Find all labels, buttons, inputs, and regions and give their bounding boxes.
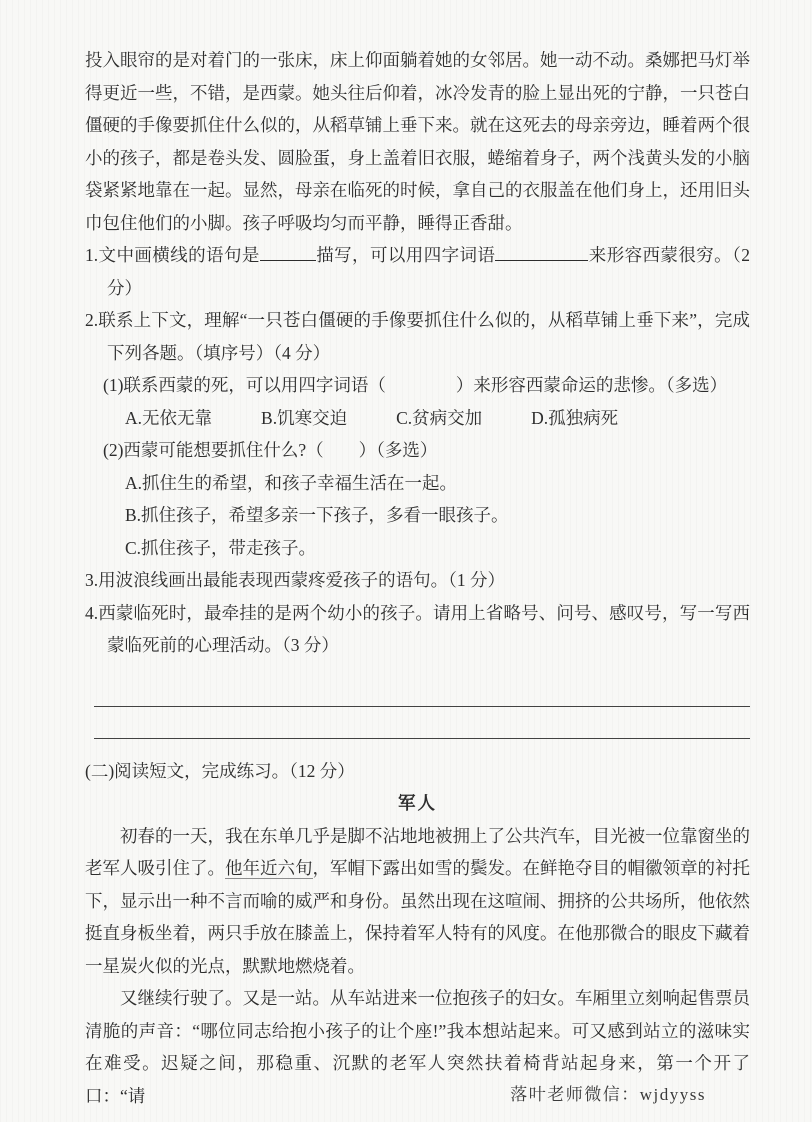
option-a: A.无依无靠 — [125, 407, 213, 428]
watermark-teacher-wechat: 落叶老师微信：wjdyyss — [510, 1085, 706, 1104]
option-c: C.贫病交加 — [396, 407, 483, 428]
question-1-text-c: 来形容西蒙很穷。（2 分） — [107, 245, 751, 298]
answer-writing-area — [94, 675, 750, 739]
underlined-phrase-age: 他年近六旬 — [225, 858, 313, 878]
question-4-number: 4. — [85, 602, 99, 623]
question-2-sub-2-number: (2) — [103, 440, 124, 460]
passage-soldier-para-1-after: ，军帽下露出如雪的鬓发。在鲜艳夺目的帽徽领章的衬托下，显示出一种不言而喻的威严和身份。虽然出现在这喧闹、拥挤的公共场所，他依然挺直身板坐着，两只手放在膝盖上，保持着军人特有的风度。在他那微合的眼皮下藏着一星炭火似的光点，默默地燃烧着。 — [85, 858, 750, 976]
option-d: D.孤独病死 — [531, 407, 619, 428]
question-4 — [85, 597, 750, 662]
answer-line-1 — [94, 675, 750, 707]
passage-poor-people: 投入眼帘的是对着门的一张床，床上仰面躺着她的女邻居。她一动不动。桑娜把马灯举得更近一些，不错，是西蒙。她头往后仰着，冰冷发青的脸上显出死的宁静，一只苍白僵硬的手像要抓住什么似的，从稻草铺上垂下来。就在这死去的母亲旁边，睡着两个很小的孩子，都是卷头发、圆脸蛋，身上盖着旧衣服，蜷缩着身子，两个浅黄头发的小脑袋紧紧地靠在一起。显然，母亲在临死的时候，拿自己的衣服盖在他们身上，还用旧头巾包住他们的小脚。孩子呼吸均匀而平静，睡得正香甜。 — [85, 50, 750, 233]
fill-in-blank-description-type — [260, 258, 316, 261]
passage-2-title: 军人 — [398, 793, 437, 813]
passage-soldier-para-2: 又继续行驶了。又是一站。从车站进来一位抱孩子的妇女。车厢里立刻响起售票员清脆的声音：“哪位同志给抱小孩子的让个座!”我本想站起来。可又感到站立的滋味实在难受。迟疑之间，那稳重、沉默的老军人突然扶着椅背站起身来，第一个开了口：“请 — [85, 988, 750, 1106]
option-b: B.抓住孩子，希望多亲一下孩子，多看一眼孩子。 — [125, 505, 509, 525]
question-1-number: 1. — [85, 245, 99, 265]
section-2-header: (二)阅读短文，完成练习。（12 分） — [85, 760, 355, 781]
question-2-sub-1-number: (1) — [103, 375, 124, 395]
question-2-sub-1 — [103, 369, 750, 402]
fill-in-blank-four-char-word — [495, 258, 588, 261]
question-2-sub-2 — [103, 434, 750, 467]
question-3 — [85, 564, 750, 597]
question-2-sub-1-text: 联系西蒙的死，可以用四字词语（ ）来形容西蒙命运的悲惨。（多选） — [123, 375, 728, 395]
passage-soldier-para-1 — [85, 820, 750, 983]
option-a: A.抓住生的希望，和孩子幸福生活在一起。 — [125, 472, 458, 493]
question-2-number: 2. — [85, 310, 99, 330]
question-2-sub-2-text: 西蒙可能想要抓住什么?（ ）（多选） — [123, 440, 438, 460]
question-1-text-a: 文中画横线的语句是 — [98, 245, 260, 265]
passage-soldier-para-1-before: 初春的一天，我在东单几乎是脚不沾地地被拥上了公共汽车，目光被一位靠窗坐的老军人吸引住了。 — [85, 825, 750, 878]
option-b: B.饥寒交迫 — [261, 407, 348, 428]
question-2-sub-1-options — [125, 402, 750, 435]
answer-line-2 — [94, 707, 750, 739]
question-3-number: 3. — [85, 570, 99, 590]
option-c: C.抓住孩子，带走孩子。 — [125, 537, 317, 558]
question-1-text-b: 描写，可以用四字词语 — [315, 245, 496, 265]
question-4-text: 西蒙临死时，最牵挂的是两个幼小的孩子。请用上省略号、问号、感叹号，写一写西蒙临死前的心理活动。（3 分） — [98, 602, 750, 655]
question-1 — [85, 239, 750, 304]
question-3-text: 用波浪线画出最能表现西蒙疼爱孩子的语句。（1 分） — [98, 570, 505, 590]
question-2 — [85, 304, 750, 369]
question-2-text: 联系上下文，理解“一只苍白僵硬的手像要抓住什么似的，从稻草铺上垂下来”，完成下列各题。（填序号）（4 分） — [98, 310, 750, 363]
